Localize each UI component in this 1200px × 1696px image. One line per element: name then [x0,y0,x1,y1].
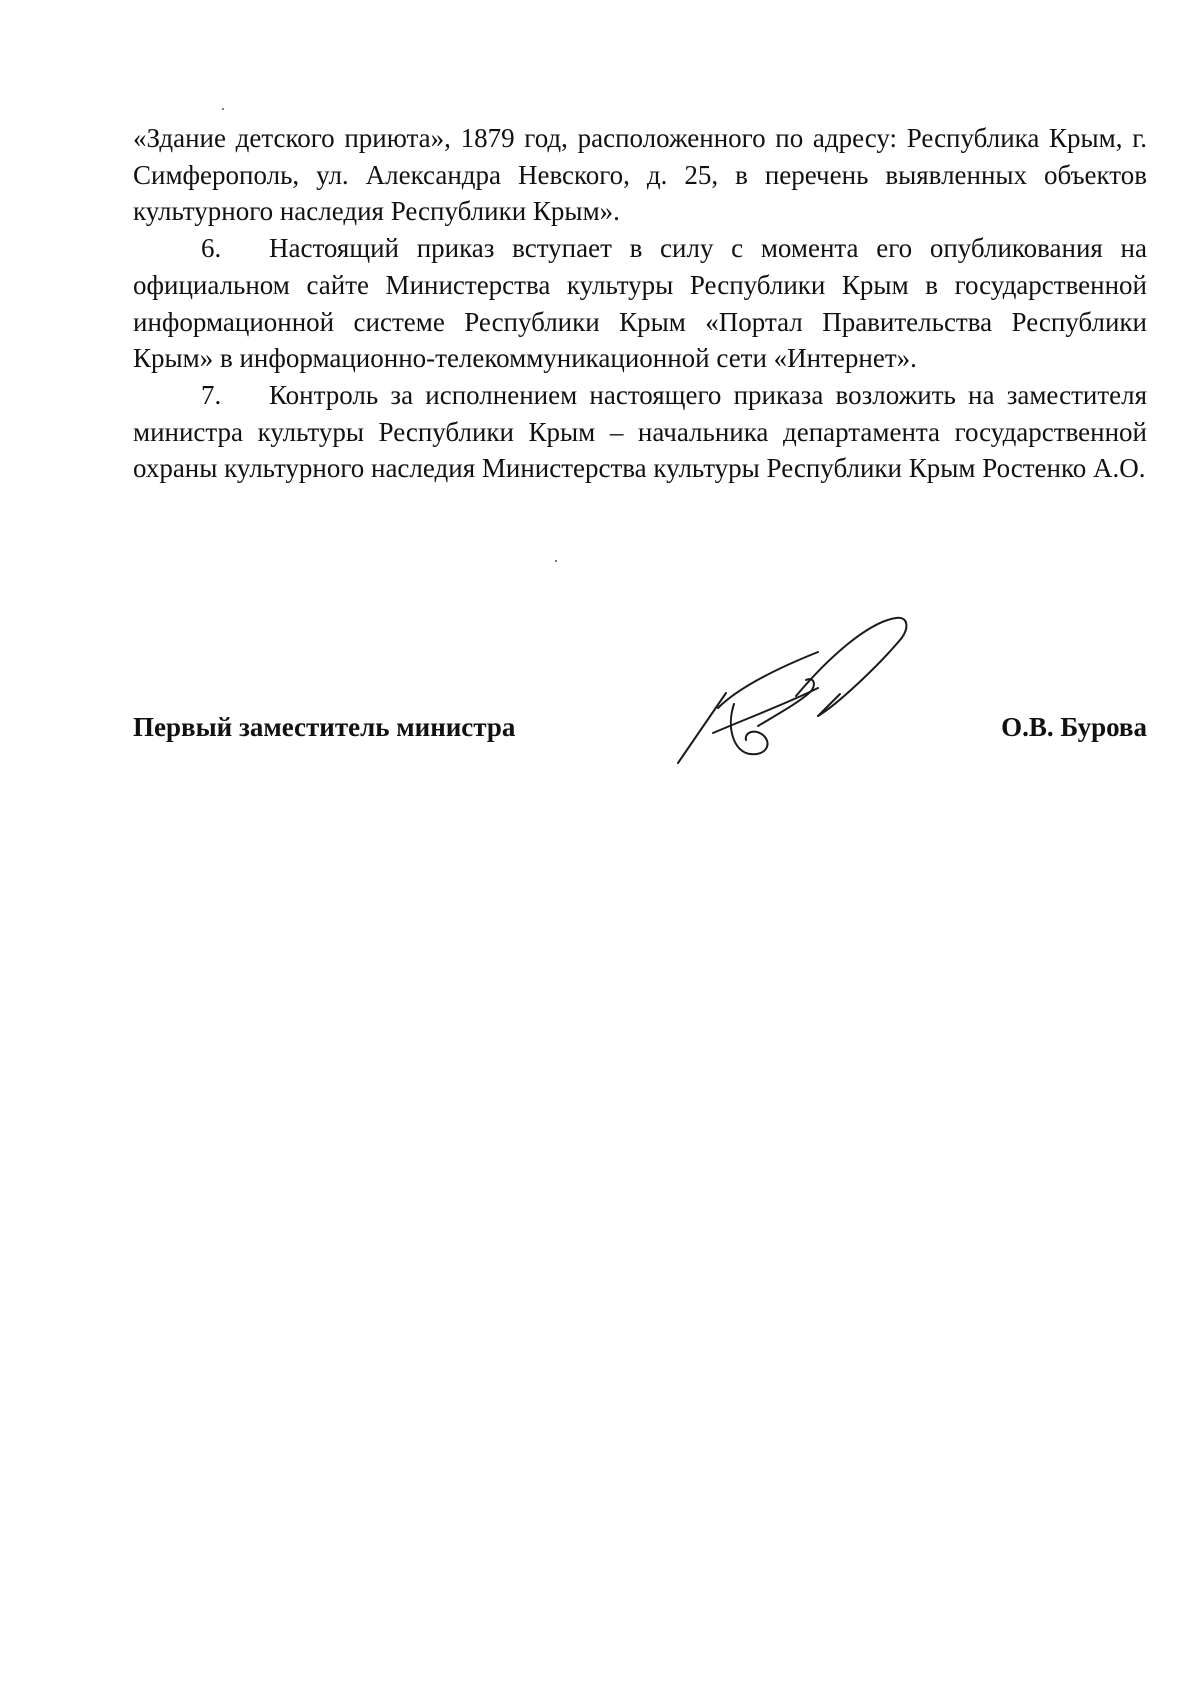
scan-speck [222,108,224,110]
paragraph-text: «Здание детского приюта», 1879 год, расположенного по адресу: Республика Крым, г. Симферополь, ул. Александра Невского, д. 25, в перечень выявленных объектов культурного наследия Республики Крым». [133,123,1147,227]
paragraph-text: Настоящий приказ вступает в силу с момента его опубликования на официальном сайте Министерства культуры Республики Крым в государственной информационной системе Республики Крым «Портал Правительства Республики Крым» в информационно-телекоммуникационной сети «Интернет». [133,233,1147,374]
paragraph-continuation [133,120,1147,230]
signatory-title: Первый заместитель министра [133,712,516,742]
paragraph-7 [133,377,1147,487]
document-body [133,120,1147,487]
signatory-name: О.В. Бурова [1001,712,1147,742]
scan-speck [555,560,557,562]
paragraph-number: 7. [201,379,222,410]
paragraph-text: Контроль за исполнением настоящего приказа возложить на заместителя министра культуры Республики Крым – начальника департамента государственной охраны культурного наследия Министерства культуры Республики Крым Ростенко А.О. [133,379,1147,484]
paragraph-number: 6. [201,233,222,264]
paragraph-6 [133,230,1147,377]
signature-block [133,712,1147,752]
